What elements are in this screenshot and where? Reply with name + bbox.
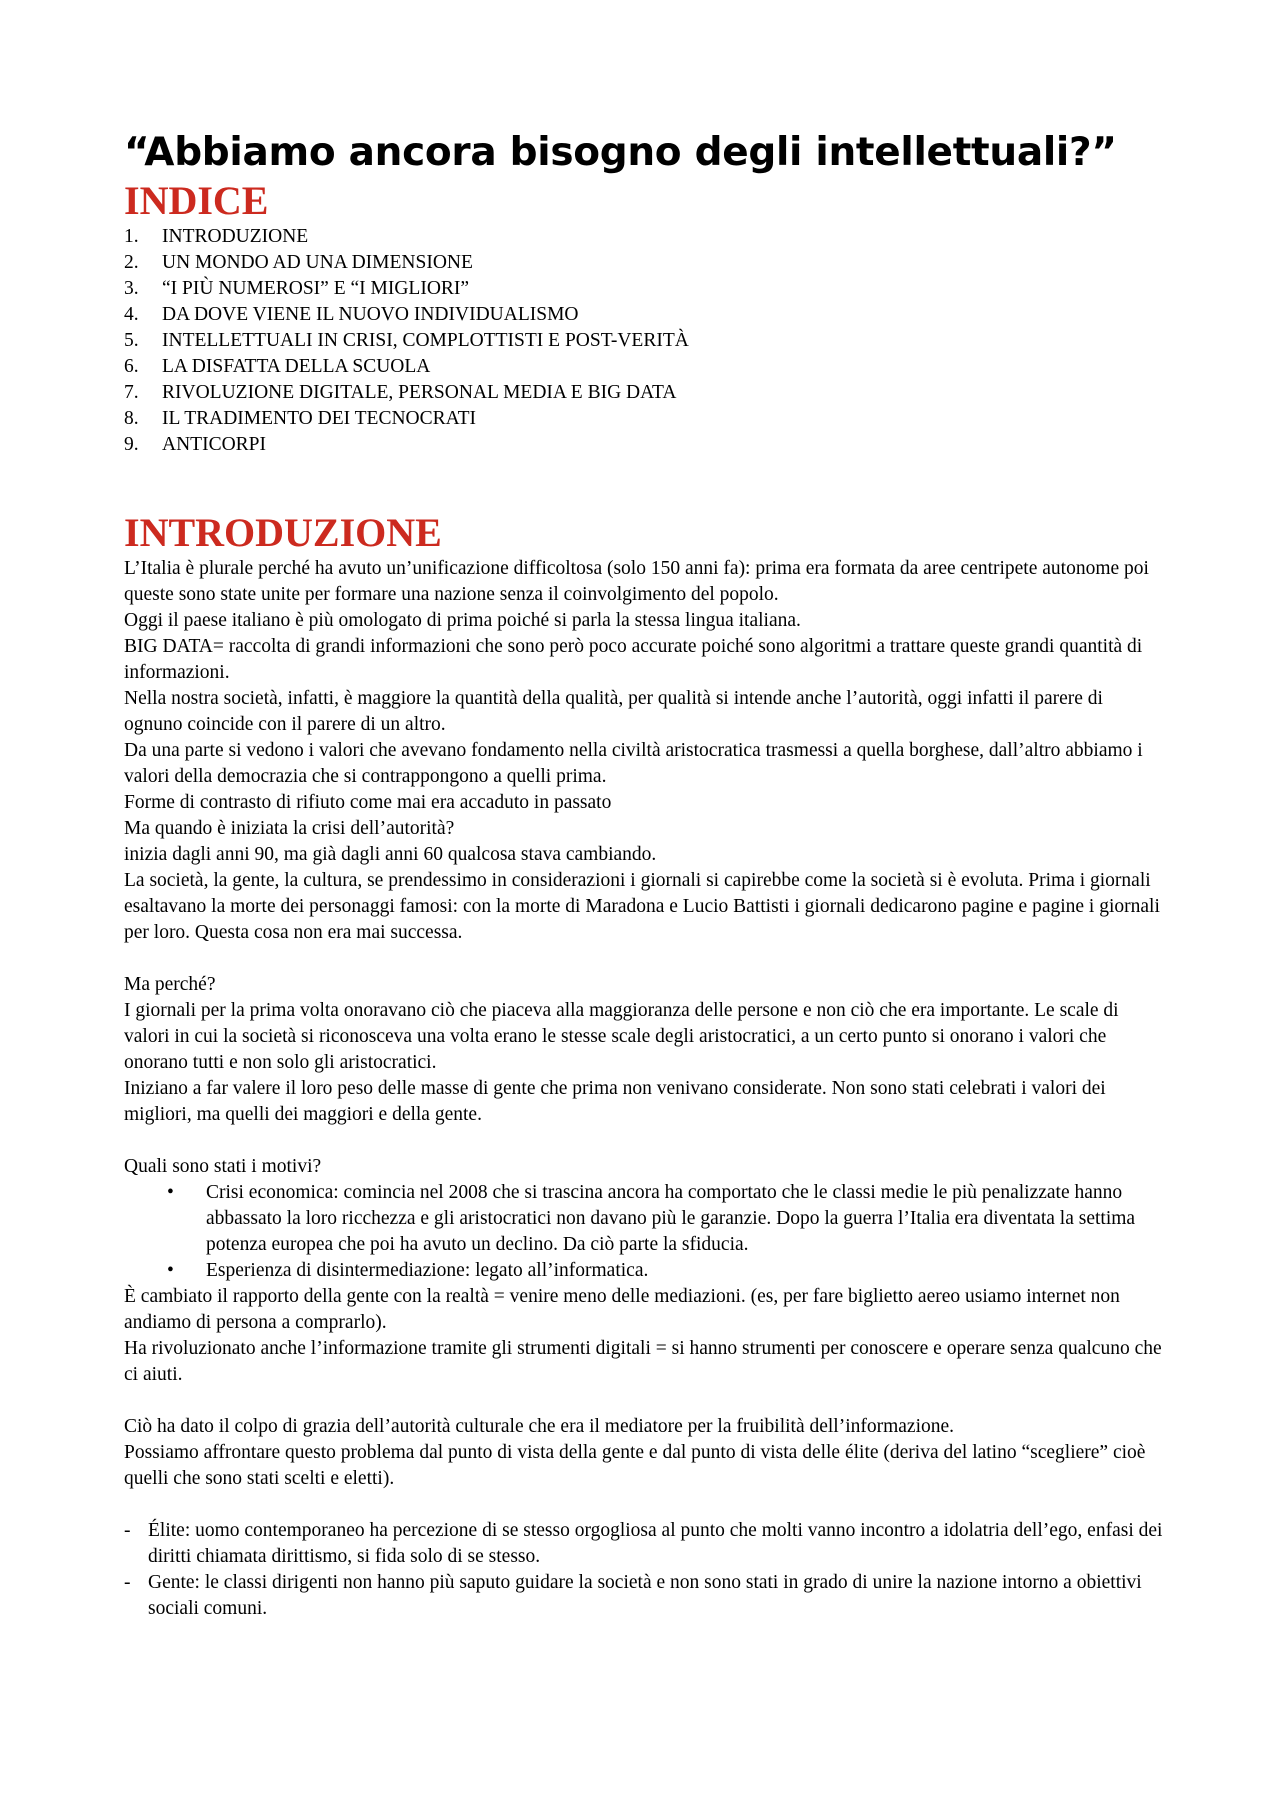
list-item-text: Gente: le classi dirigenti non hanno più saputo guidare la società e non sono stati in grado di unire la nazione intorno a obiettivi sociali comuni. xyxy=(148,1572,1142,1619)
toc-item: 5. INTELLETTUALI IN CRISI, COMPLOTTISTI E POST-VERITÀ xyxy=(124,328,1164,354)
motivi-question: Quali sono stati i motivi? xyxy=(124,1156,322,1177)
toc-item-label: LA DISFATTA DELLA SCUOLA xyxy=(162,356,431,377)
toc-item-label: ANTICORPI xyxy=(162,434,267,455)
paragraph: I giornali per la prima volta onoravano ciò che piaceva alla maggioranza delle persone e non ciò che era importante. Le scale di valori in cui la società si riconosceva una volta erano le stesse scale degli aristocratici, a un certo punto si onorano i valori che onorano tutti e non solo gli aristocratici. xyxy=(124,1000,1119,1073)
document-page xyxy=(124,118,1164,1622)
toc-item: 1. INTRODUZIONE xyxy=(124,224,1164,250)
toc-item: 9. ANTICORPI xyxy=(124,432,1164,458)
paragraph: inizia dagli anni 90, ma già dagli anni 60 qualcosa stava cambiando. xyxy=(124,844,657,865)
toc-item-label: RIVOLUZIONE DIGITALE, PERSONAL MEDIA E BIG DATA xyxy=(162,382,677,403)
toc-item-label: INTRODUZIONE xyxy=(162,226,309,247)
intro-block-1 xyxy=(124,556,1164,946)
intro-block-2 xyxy=(124,972,1164,1128)
paragraph: Oggi il paese italiano è più omologato di prima poiché si parla la stessa lingua italiana. xyxy=(124,610,801,631)
toc-item-label: INTELLETTUALI IN CRISI, COMPLOTTISTI E POST-VERITÀ xyxy=(162,330,689,351)
table-of-contents xyxy=(124,224,1164,458)
bullet-icon: • xyxy=(167,1182,174,1203)
paragraph: Nella nostra società, infatti, è maggiore la quantità della qualità, per qualità si intende anche l’autorità, oggi infatti il parere di ognuno coincide con il parere di un altro. xyxy=(124,688,1103,735)
intro-block-4 xyxy=(124,1414,1164,1492)
dash-icon: - xyxy=(124,1520,131,1541)
paragraph: La società, la gente, la cultura, se prendessimo in considerazioni i giornali si capirebbe come la società si è evoluta. Prima i giornali esaltavano la morte dei personaggi famosi: con la morte di Maradona e Lucio Battisti i giornali dedicarono pagine e pagine i giornali per loro. Questa cosa non era mai successa. xyxy=(124,870,1160,943)
toc-item: 3. “I PIÙ NUMEROSI” E “I MIGLIORI” xyxy=(124,276,1164,302)
index-heading: INDICE xyxy=(124,178,269,223)
paragraph: Ma perché? xyxy=(124,974,216,995)
toc-item-label: DA DOVE VIENE IL NUOVO INDIVIDUALISMO xyxy=(162,304,579,325)
paragraph: Forme di contrasto di rifiuto come mai era accaduto in passato xyxy=(124,792,612,813)
toc-item-label: UN MONDO AD UNA DIMENSIONE xyxy=(162,252,473,273)
list-item xyxy=(124,1570,1164,1622)
list-item xyxy=(124,1180,1164,1258)
motivi-list xyxy=(124,1180,1164,1284)
list-item xyxy=(124,1518,1164,1570)
intro-heading: INTRODUZIONE xyxy=(124,510,442,555)
paragraph: Ma quando è iniziata la crisi dell’autorità? xyxy=(124,818,455,839)
toc-item-label: “I PIÙ NUMEROSI” E “I MIGLIORI” xyxy=(162,278,470,299)
document-title: “Abbiamo ancora bisogno degli intellettuali?” xyxy=(124,130,1117,175)
toc-item: 6. LA DISFATTA DELLA SCUOLA xyxy=(124,354,1164,380)
dash-icon: - xyxy=(124,1572,131,1593)
paragraph: L’Italia è plurale perché ha avuto un’unificazione difficoltosa (solo 150 anni fa): prima era formata da aree centripete autonome poi queste sono state unite per formare una nazione senza il coinvolgimento del popolo. xyxy=(124,558,1149,605)
bullet-icon: • xyxy=(167,1260,174,1281)
toc-item: 4. DA DOVE VIENE IL NUOVO INDIVIDUALISMO xyxy=(124,302,1164,328)
list-item-text: Crisi economica: comincia nel 2008 che si trascina ancora ha comportato che le classi medie le più penalizzate hanno abbassato la loro ricchezza e gli aristocratici non davano più le garanzie. Dopo la guerra l’Italia era diventata la settima potenza europea che poi ha avuto un declino. Da ciò parte la sfiducia. xyxy=(206,1182,1136,1255)
toc-item-label: IL TRADIMENTO DEI TECNOCRATI xyxy=(162,408,476,429)
toc-item: 7. RIVOLUZIONE DIGITALE, PERSONAL MEDIA E BIG DATA xyxy=(124,380,1164,406)
list-item-text: Esperienza di disintermediazione: legato all’informatica. xyxy=(206,1260,649,1281)
paragraph: BIG DATA= raccolta di grandi informazioni che sono però poco accurate poiché sono algoritmi a trattare queste grandi quantità di informazioni. xyxy=(124,636,1143,683)
toc-item: 2. UN MONDO AD UNA DIMENSIONE xyxy=(124,250,1164,276)
paragraph: È cambiato il rapporto della gente con la realtà = venire meno delle mediazioni. (es, per fare biglietto aereo usiamo internet non andiamo di persona a comprarlo). xyxy=(124,1286,1120,1333)
paragraph: Ciò ha dato il colpo di grazia dell’autorità culturale che era il mediatore per la fruibilità dell’informazione. xyxy=(124,1416,955,1437)
toc-item: 8. IL TRADIMENTO DEI TECNOCRATI xyxy=(124,406,1164,432)
paragraph: Ha rivoluzionato anche l’informazione tramite gli strumenti digitali = si hanno strumenti per conoscere e operare senza qualcuno che ci aiuti. xyxy=(124,1338,1162,1385)
intro-block-3 xyxy=(124,1284,1164,1388)
paragraph: Da una parte si vedono i valori che avevano fondamento nella civiltà aristocratica trasmessi a quella borghese, dall’altro abbiamo i valori della democrazia che si contrappongono a quelli prima. xyxy=(124,740,1143,787)
paragraph: Possiamo affrontare questo problema dal punto di vista della gente e dal punto di vista delle élite (deriva del latino “scegliere” cioè quelli che sono stati scelti e eletti). xyxy=(124,1442,1146,1489)
list-item xyxy=(124,1258,1164,1284)
elite-gente-list xyxy=(124,1518,1164,1622)
paragraph: Iniziano a far valere il loro peso delle masse di gente che prima non venivano considerate. Non sono stati celebrati i valori dei migliori, ma quelli dei maggiori e della gente. xyxy=(124,1078,1106,1125)
list-item-text: Élite: uomo contemporaneo ha percezione di se stesso orgogliosa al punto che molti vanno incontro a idolatria dell’ego, enfasi dei diritti chiamata dirittismo, si fida solo di se stesso. xyxy=(148,1520,1163,1567)
